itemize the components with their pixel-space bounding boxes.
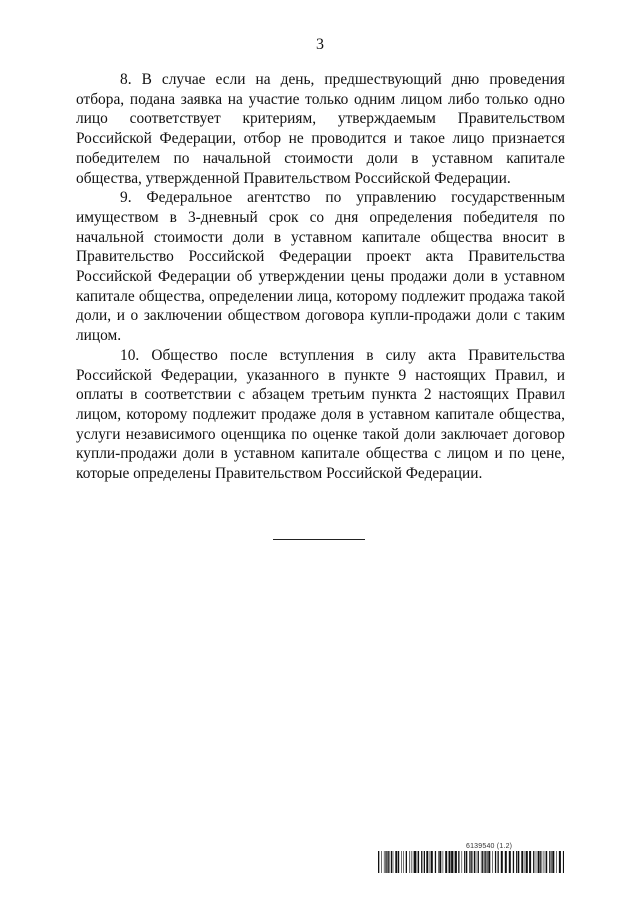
page-number: 3 — [316, 36, 324, 53]
closing-rule — [273, 539, 365, 540]
paragraph-10: 10. Общество после вступления в силу акта Правительства Российской Федерации, указанного в пункте 9 настоящих Правил, и оплаты в соответствии с абзацем третьим пункта 2 настоящих Правил лицом, которому подлежит продаже доля в уставном капитале общества, услуги независимого оценщика по оценке такой доли заключает договор купли-продажи доли в уставном капитале общества с лицом и по цене, которые определены Правительством Российской Федерации. — [76, 346, 565, 483]
paragraph-8: 8. В случае если на день, предшествующий дню проведения отбора, подана заявка на участие только одним лицом либо только одно лицо соответствует критериям, утверждаемым Правительством Российской Федерации, отбор не проводится и такое лицо признается победителем по начальной стоимости доли в уставном капитале общества, утвержденной Правительством Российской Федерации. — [76, 71, 565, 187]
paragraph-9: 9. Федеральное агентство по управлению государственным имуществом в 3-дневный срок со дня определения победителя по начальной стоимости доли в уставном капитале общества вносит в Правительство Российской Федерации проект акта Правительства Российской Федерации об утверждении цены продажи доли в уставном капитале общества, определении лица, которому подлежит продажа такой доли, и о заключении обществом договора купли-продажи доли с таким лицом. — [76, 189, 565, 345]
document-body — [76, 70, 565, 484]
document-code: 6139540 (1.2) — [466, 843, 513, 850]
barcode-image — [378, 851, 564, 873]
